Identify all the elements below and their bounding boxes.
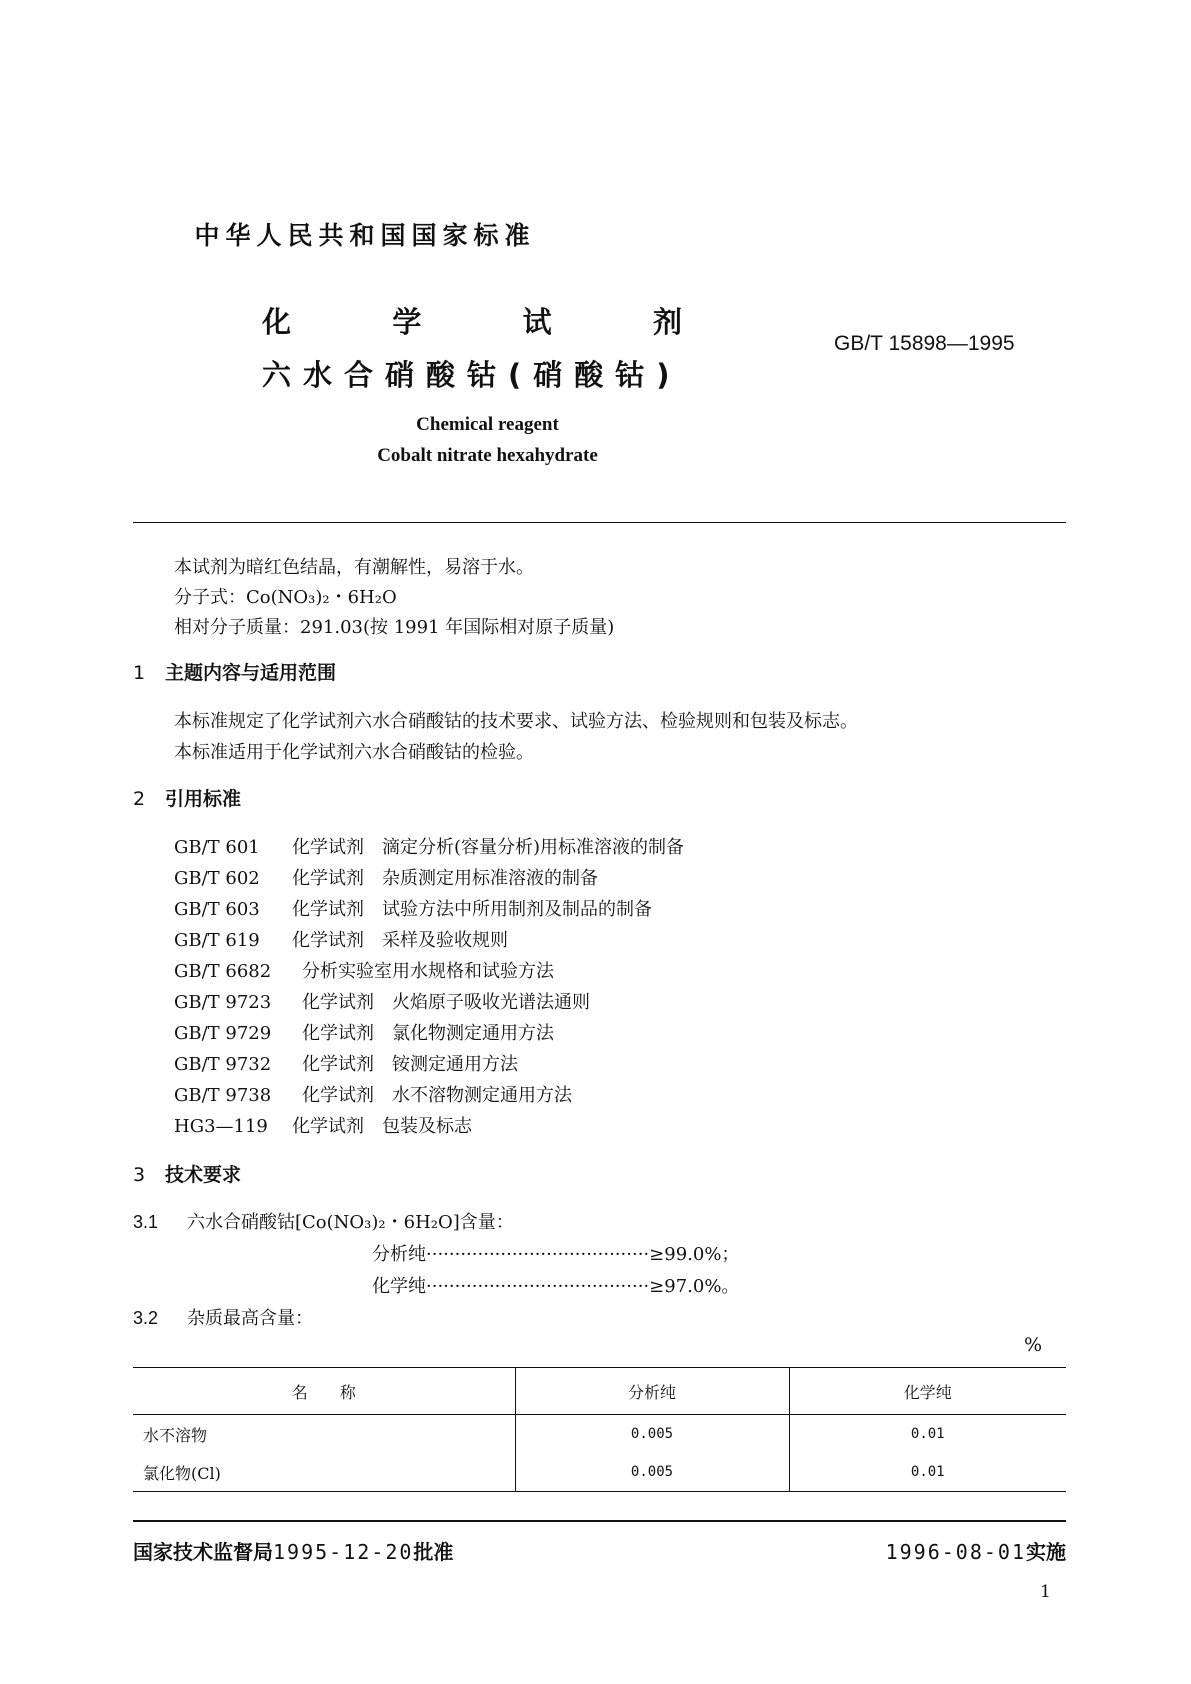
grade-value: ≥99.0%； — [649, 1244, 740, 1265]
english-title-1: Chemical reagent — [416, 414, 559, 435]
effective-date: 1996-08-01 — [885, 1540, 1026, 1564]
column-header-chemical: 化学纯 — [789, 1368, 1066, 1415]
section-3-heading — [133, 1160, 241, 1187]
reference-code: GB/T 602 — [174, 868, 260, 889]
section-number: 3 — [133, 1164, 146, 1186]
table-row — [133, 1415, 1066, 1454]
title-char: 剂 — [652, 305, 682, 339]
section-1-para-1: 本标准规定了化学试剂六水合硝酸钴的技术要求、试验方法、检验规则和包装及标志。 — [174, 711, 858, 732]
section-number: 1 — [133, 662, 146, 684]
reference-title: 化学试剂 铵测定通用方法 — [302, 1054, 518, 1075]
section-1-heading — [133, 658, 336, 685]
reference-row — [174, 957, 554, 983]
reference-title: 化学试剂 采样及验收规则 — [292, 930, 508, 951]
effective-suffix: 实施 — [1026, 1540, 1066, 1564]
reference-title: 化学试剂 包装及标志 — [292, 1116, 472, 1137]
reference-row — [174, 864, 598, 890]
title-char: 试 — [522, 305, 552, 339]
grade-row-analytical — [372, 1240, 739, 1266]
reference-title: 化学试剂 火焰原子吸收光谱法通则 — [302, 992, 590, 1013]
footer-divider — [133, 1520, 1066, 1522]
chemical-value: 0.01 — [789, 1415, 1066, 1454]
reference-code: GB/T 601 — [174, 837, 260, 858]
reference-title: 化学试剂 试验方法中所用制剂及制品的制备 — [292, 899, 652, 920]
section-title: 引用标准 — [165, 788, 242, 810]
formula-label: 分子式： — [174, 587, 246, 608]
reference-code: GB/T 6682 — [174, 961, 272, 982]
reference-row — [174, 1112, 472, 1138]
intro-description: 本试剂为暗红色结晶，有潮解性，易溶于水。 — [174, 557, 534, 578]
reference-code: HG3—119 — [174, 1116, 268, 1137]
reference-title: 化学试剂 滴定分析(容量分析)用标准溶液的制备 — [292, 837, 685, 858]
subsection-text: 杂质最高含量： — [187, 1308, 313, 1329]
subsection-number: 3.1 — [133, 1212, 159, 1232]
reference-row — [174, 833, 684, 859]
subsection-number: 3.2 — [133, 1308, 159, 1328]
analytical-value: 0.005 — [515, 1453, 789, 1492]
national-standard-heading: 中华人民共和国国家标准 — [194, 221, 536, 250]
title-line-1 — [262, 300, 682, 341]
title-line-2: 六水合硝酸钴(硝酸钴) — [262, 358, 682, 392]
reference-title: 化学试剂 杂质测定用标准溶液的制备 — [292, 868, 598, 889]
subsection-3-2 — [133, 1304, 313, 1330]
section-title: 技术要求 — [165, 1164, 242, 1186]
subsection-text: 六水合硝酸钴[Co(NO₃)₂・6H₂O]含量： — [187, 1212, 514, 1233]
formula-value: Co(NO₃)₂・6H₂O — [246, 587, 397, 608]
reference-code: GB/T 619 — [174, 930, 260, 951]
section-1-para-2: 本标准适用于化学试剂六水合硝酸钴的检验。 — [174, 742, 534, 763]
grade-value: ≥97.0%。 — [649, 1276, 740, 1297]
column-header-analytical: 分析纯 — [515, 1368, 789, 1415]
reference-row — [174, 895, 652, 921]
column-header-name: 名 称 — [133, 1368, 515, 1415]
dot-leader: ······································· — [426, 1244, 650, 1265]
impurity-name: 水不溶物 — [143, 1425, 208, 1445]
dot-leader: ······································· — [426, 1276, 650, 1297]
intro-formula — [174, 583, 397, 609]
reference-row — [174, 926, 508, 952]
reference-code: GB/T 9732 — [174, 1054, 272, 1075]
approval-line — [133, 1536, 453, 1565]
reference-code: GB/T 9738 — [174, 1085, 272, 1106]
chemical-value: 0.01 — [789, 1453, 1066, 1492]
grade-label: 分析纯 — [372, 1244, 426, 1265]
title-char: 学 — [392, 305, 422, 339]
approval-suffix: 批准 — [413, 1540, 454, 1564]
impurity-name: 氯化物(Cl) — [133, 1453, 515, 1492]
header-divider — [133, 522, 1066, 523]
section-title: 主题内容与适用范围 — [165, 662, 337, 684]
effective-line — [886, 1536, 1066, 1565]
impurity-table — [133, 1367, 1066, 1492]
section-2-heading — [133, 784, 241, 811]
approval-date: 1995-12-20 — [273, 1540, 414, 1564]
unit-label: % — [1024, 1334, 1043, 1356]
reference-title: 化学试剂 水不溶物测定通用方法 — [302, 1085, 572, 1106]
table-row — [133, 1453, 1066, 1492]
title-char: 化 — [262, 305, 292, 339]
grade-label: 化学纯 — [372, 1276, 426, 1297]
table-header-row — [133, 1368, 1066, 1415]
subsection-3-1 — [133, 1208, 514, 1234]
reference-title: 分析实验室用水规格和试验方法 — [302, 961, 554, 982]
reference-row — [174, 988, 590, 1014]
reference-title: 化学试剂 氯化物测定通用方法 — [302, 1023, 554, 1044]
section-number: 2 — [133, 788, 146, 810]
reference-row — [174, 1081, 572, 1107]
standard-number: GB/T 15898—1995 — [834, 332, 1015, 355]
reference-code: GB/T 603 — [174, 899, 260, 920]
analytical-value: 0.005 — [515, 1415, 789, 1454]
approval-org: 国家技术监督局 — [133, 1540, 273, 1564]
reference-row — [174, 1019, 554, 1045]
page-number: 1 — [1040, 1582, 1051, 1602]
reference-row — [174, 1050, 518, 1076]
english-title-2: Cobalt nitrate hexahydrate — [377, 445, 598, 466]
reference-code: GB/T 9729 — [174, 1023, 272, 1044]
intro-molar-mass: 相对分子质量：291.03(按 1991 年国际相对原子质量) — [174, 617, 615, 638]
grade-row-chemical — [372, 1272, 739, 1298]
reference-code: GB/T 9723 — [174, 992, 272, 1013]
